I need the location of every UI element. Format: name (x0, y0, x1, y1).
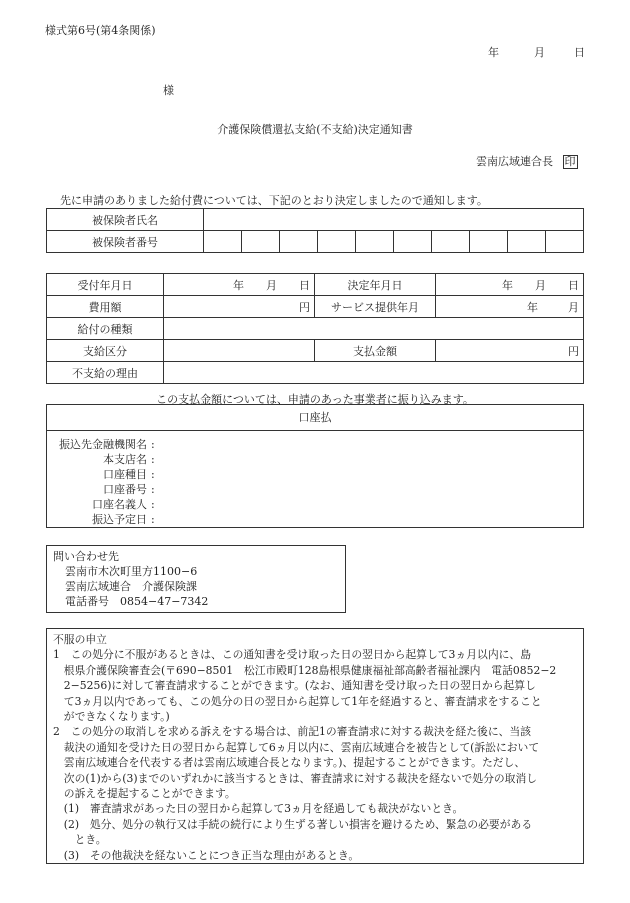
appeal-line: の訴えを提起することができます。 (53, 787, 236, 801)
service-month-value: 年 月 (436, 296, 584, 318)
appeal-line: 1 この処分に不服があるときは、この通知書を受け取った日の翌日から起算して3ヵ月以内に、島 (53, 648, 532, 662)
received-label: 受付年月日 (47, 274, 164, 296)
form-id: 様式第6号(第4条関係) (45, 24, 156, 37)
transfer-note: この支払金額については、申請のあった事業者に振り込みます。 (156, 393, 474, 406)
document-title: 介護保険償還払支給(不支給)決定通知書 (217, 123, 413, 136)
benefit-type-value (164, 318, 584, 340)
contact-title: 問い合わせ先 (53, 550, 119, 563)
contact-phone: 電話番号 0854−47−7342 (65, 595, 209, 608)
reject-reason-label: 不支給の理由 (47, 362, 164, 384)
bank-field-institution: 振込先金融機関名 : (59, 438, 155, 451)
date-year: 年 (488, 46, 499, 59)
appeal-line: (1) 審査請求があった日の翌日から起算して3ヵ月を経過しても裁決がないとき。 (53, 802, 464, 816)
issuer-name: 雲南広域連合長 (476, 155, 553, 168)
number-cell (394, 231, 432, 253)
appeal-line: (2) 処分、処分の執行又は手続の続行により生ずる著しい損害を避けるため、緊急の必要がある (53, 817, 533, 831)
number-cell (432, 231, 470, 253)
decided-value: 年 月 日 (436, 274, 584, 296)
bank-field-transfer-date: 振込予定日 : (92, 513, 155, 526)
insured-name-value (204, 209, 584, 231)
number-cell (204, 231, 242, 253)
number-cell (546, 231, 584, 253)
number-cell (280, 231, 318, 253)
appeal-line: ができなくなります。) (53, 710, 170, 724)
bank-field-account-type: 口座種目 : (103, 468, 155, 481)
appeal-line: て3ヵ月以内であっても、この処分の日の翌日から起算して1年を経過すると、審査請求をすること (53, 694, 542, 708)
received-value: 年 月 日 (164, 274, 315, 296)
bank-box (46, 404, 584, 528)
payment-class-label: 支給区分 (47, 340, 164, 362)
contact-org: 雲南広域連合 介護保険課 (65, 580, 197, 593)
service-month-label: サービス提供年月 (315, 296, 436, 318)
number-cell (470, 231, 508, 253)
appeal-line: (3) その他裁決を経ないことにつき正当な理由があるとき。 (53, 848, 360, 862)
bank-field-holder: 口座名義人 : (92, 498, 155, 511)
appeal-line: とき。 (53, 833, 107, 847)
bank-title: 口座払 (47, 405, 583, 431)
issuer-line (476, 153, 578, 169)
payment-amount-label: 支払金額 (315, 340, 436, 362)
contact-address: 雲南市木次町里方1100−6 (65, 565, 198, 578)
payment-class-value (164, 340, 315, 362)
appeal-box (46, 628, 584, 864)
bank-field-account-number: 口座番号 : (103, 483, 155, 496)
insured-number-label: 被保険者番号 (47, 231, 204, 253)
appeal-line: 2 この処分の取消しを求める訴えをする場合は、前記1の審査請求に対する裁決を経た後に、当該 (53, 725, 532, 739)
number-cell (242, 231, 280, 253)
number-cell (508, 231, 546, 253)
reject-reason-value (164, 362, 584, 384)
appeal-line: 2−5256)に対して審査請求することができます。(なお、通知書を受け取った日の翌日から起算し (53, 679, 536, 693)
insured-name-label: 被保険者氏名 (47, 209, 204, 231)
benefit-type-label: 給付の種類 (47, 318, 164, 340)
cost-value: 円 (164, 296, 315, 318)
intro-text: 先に申請のありました給付費については、下記のとおり決定しましたので通知します。 (60, 194, 488, 207)
insured-table (46, 208, 584, 253)
contact-box (46, 545, 346, 613)
date-month: 月 (534, 46, 545, 59)
payment-amount-value: 円 (436, 340, 584, 362)
addressee-suffix: 様 (163, 84, 174, 97)
number-cell (318, 231, 356, 253)
appeal-line: 次の(1)から(3)までのいずれかに該当するときは、審査請求に対する裁決を経ないで処分の取消し (53, 771, 538, 785)
bank-field-branch: 本支店名 : (103, 453, 155, 466)
bank-fields (47, 431, 583, 527)
appeal-line: 雲南広域連合を代表する者は雲南広域連合長となります。)、提起することができます。ただし、 (53, 756, 526, 770)
date-day: 日 (574, 46, 585, 59)
seal-mark: 印 (564, 155, 576, 168)
details-table (46, 273, 584, 384)
decided-label: 決定年月日 (315, 274, 436, 296)
number-cell (356, 231, 394, 253)
appeal-line: 裁決の通知を受けた日の翌日から起算して6ヵ月以内に、雲南広域連合を被告として(訴訟において (53, 740, 540, 754)
appeal-title: 不服の申立 (53, 633, 107, 646)
date-line (488, 44, 585, 60)
appeal-line: 根県介護保険審査会(〒690−8501 松江市殿町128島根県健康福祉部高齢者福祉課内 電話0852−2 (53, 663, 557, 677)
cost-label: 費用額 (47, 296, 164, 318)
